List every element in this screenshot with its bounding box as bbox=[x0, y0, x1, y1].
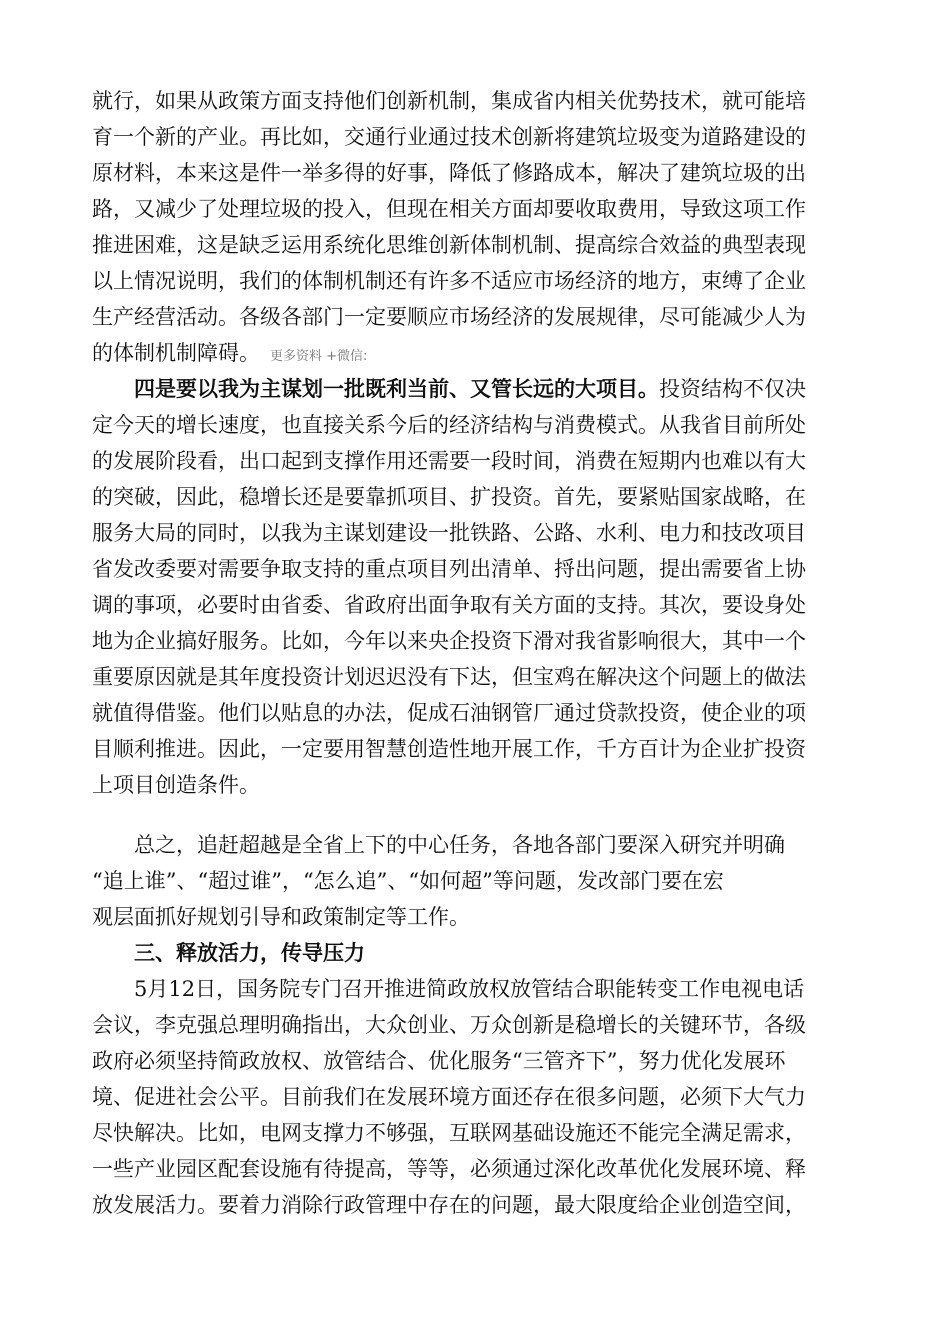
text-line: 服务大局的同时，以我为主谋划建设一批铁路、公路、水利、电力和技改项目 bbox=[92, 521, 806, 545]
text-line: “追上谁”、“超过谁”，“怎么追”、“如何超”等问题，发改部门要在宏 bbox=[92, 869, 724, 893]
text-line: 总之，追赶超越是全省上下的中心任务，各地各部门要深入研究并明确 bbox=[134, 833, 785, 857]
text-line: 5月12日，国务院专门召开推进简政放权放管结合职能转变工作电视电话 bbox=[134, 977, 805, 1001]
wechat-note: 更多资料 +微信: bbox=[270, 349, 368, 364]
text-line: 目顺利推进。因此，一定要用智慧创造性地开展工作，千方百计为企业扩投资 bbox=[92, 737, 806, 761]
text-line: 一些产业园区配套设施有待提高，等等，必须通过深化改革优化发展环境、释 bbox=[92, 1157, 806, 1181]
text-line: 上项目创造条件。 bbox=[92, 773, 260, 797]
text-line: 育一个新的产业。再比如，交通行业通过技术创新将建筑垃圾变为道路建设的 bbox=[92, 125, 806, 149]
text-line: 政府必须坚持简政放权、放管结合、优化服务“三管齐下”，努力优化发展环 bbox=[92, 1049, 786, 1073]
text-line: 重要原因就是其年度投资计划迟迟没有下达，但宝鸡在解决这个问题上的做法 bbox=[92, 665, 806, 689]
text-line: 以上情况说明，我们的体制机制还有许多不适应市场经济的地方，束缚了企业 bbox=[92, 269, 806, 293]
text-line: 尽快解决。比如，电网支撑力不够强，互联网基础设施还不能完全满足需求， bbox=[92, 1121, 806, 1145]
text-line: 境、促进社会公平。目前我们在发展环境方面还存在很多问题，必须下大气力 bbox=[92, 1085, 806, 1109]
text-line: 调的事项，必要时由省委、省政府出面争取有关方面的支持。其次，要设身处 bbox=[92, 593, 806, 617]
section-heading: 三、释放活力，传导压力 bbox=[134, 940, 365, 965]
text-segment: 的体制机制障碍。 bbox=[92, 341, 260, 365]
text-line: 就值得借鉴。他们以贴息的办法，促成石油钢管厂通过贷款投资，使企业的项 bbox=[92, 701, 806, 725]
text-line: 路，又减少了处理垃圾的投入，但现在相关方面却要收取费用，导致这项工作 bbox=[92, 197, 806, 221]
text-line: 原材料，本来这是件一举多得的好事，降低了修路成本，解决了建筑垃圾的出 bbox=[92, 161, 806, 185]
text-line: 的发展阶段看，出口起到支撑作用还需要一段时间，消费在短期内也难以有大 bbox=[92, 449, 806, 473]
bold-paragraph-heading: 四是要以我为主谋划一批既利当前、又管长远的大项目。 bbox=[134, 376, 659, 401]
text-line: 会议，李克强总理明确指出，大众创业、万众创新是稳增长的关键环节，各级 bbox=[92, 1013, 806, 1037]
text-line: 推进困难，这是缺乏运用系统化思维创新体制机制、提高综合效益的典型表现 bbox=[92, 233, 806, 257]
text-line: 地为企业搞好服务。比如，今年以来央企投资下滑对我省影响很大，其中一个 bbox=[92, 629, 806, 653]
text-line: 生产经营活动。各级各部门一定要顺应市场经济的发展规律，尽可能减少人为 bbox=[92, 305, 806, 329]
text-segment: 投资结构不仅决 bbox=[659, 377, 806, 401]
text-line: 放发展活力。要着力消除行政管理中存在的问题，最大限度给企业创造空间， bbox=[92, 1193, 806, 1217]
text-line: 定今天的增长速度，也直接关系今后的经济结构与消费模式。从我省目前所处 bbox=[92, 413, 806, 437]
text-line: 就行，如果从政策方面支持他们创新机制，集成省内相关优势技术，就可能培 bbox=[92, 89, 806, 113]
paragraph-heading-line bbox=[134, 374, 862, 404]
text-line-with-note bbox=[92, 338, 862, 368]
text-line: 观层面抓好规划引导和政策制定等工作。 bbox=[92, 905, 470, 929]
text-line: 省发改委要对需要争取支持的重点项目列出清单、捋出问题，提出需要省上协 bbox=[92, 557, 806, 581]
text-line: 的突破，因此，稳增长还是要靠抓项目、扩投资。首先，要紧贴国家战略，在 bbox=[92, 485, 806, 509]
